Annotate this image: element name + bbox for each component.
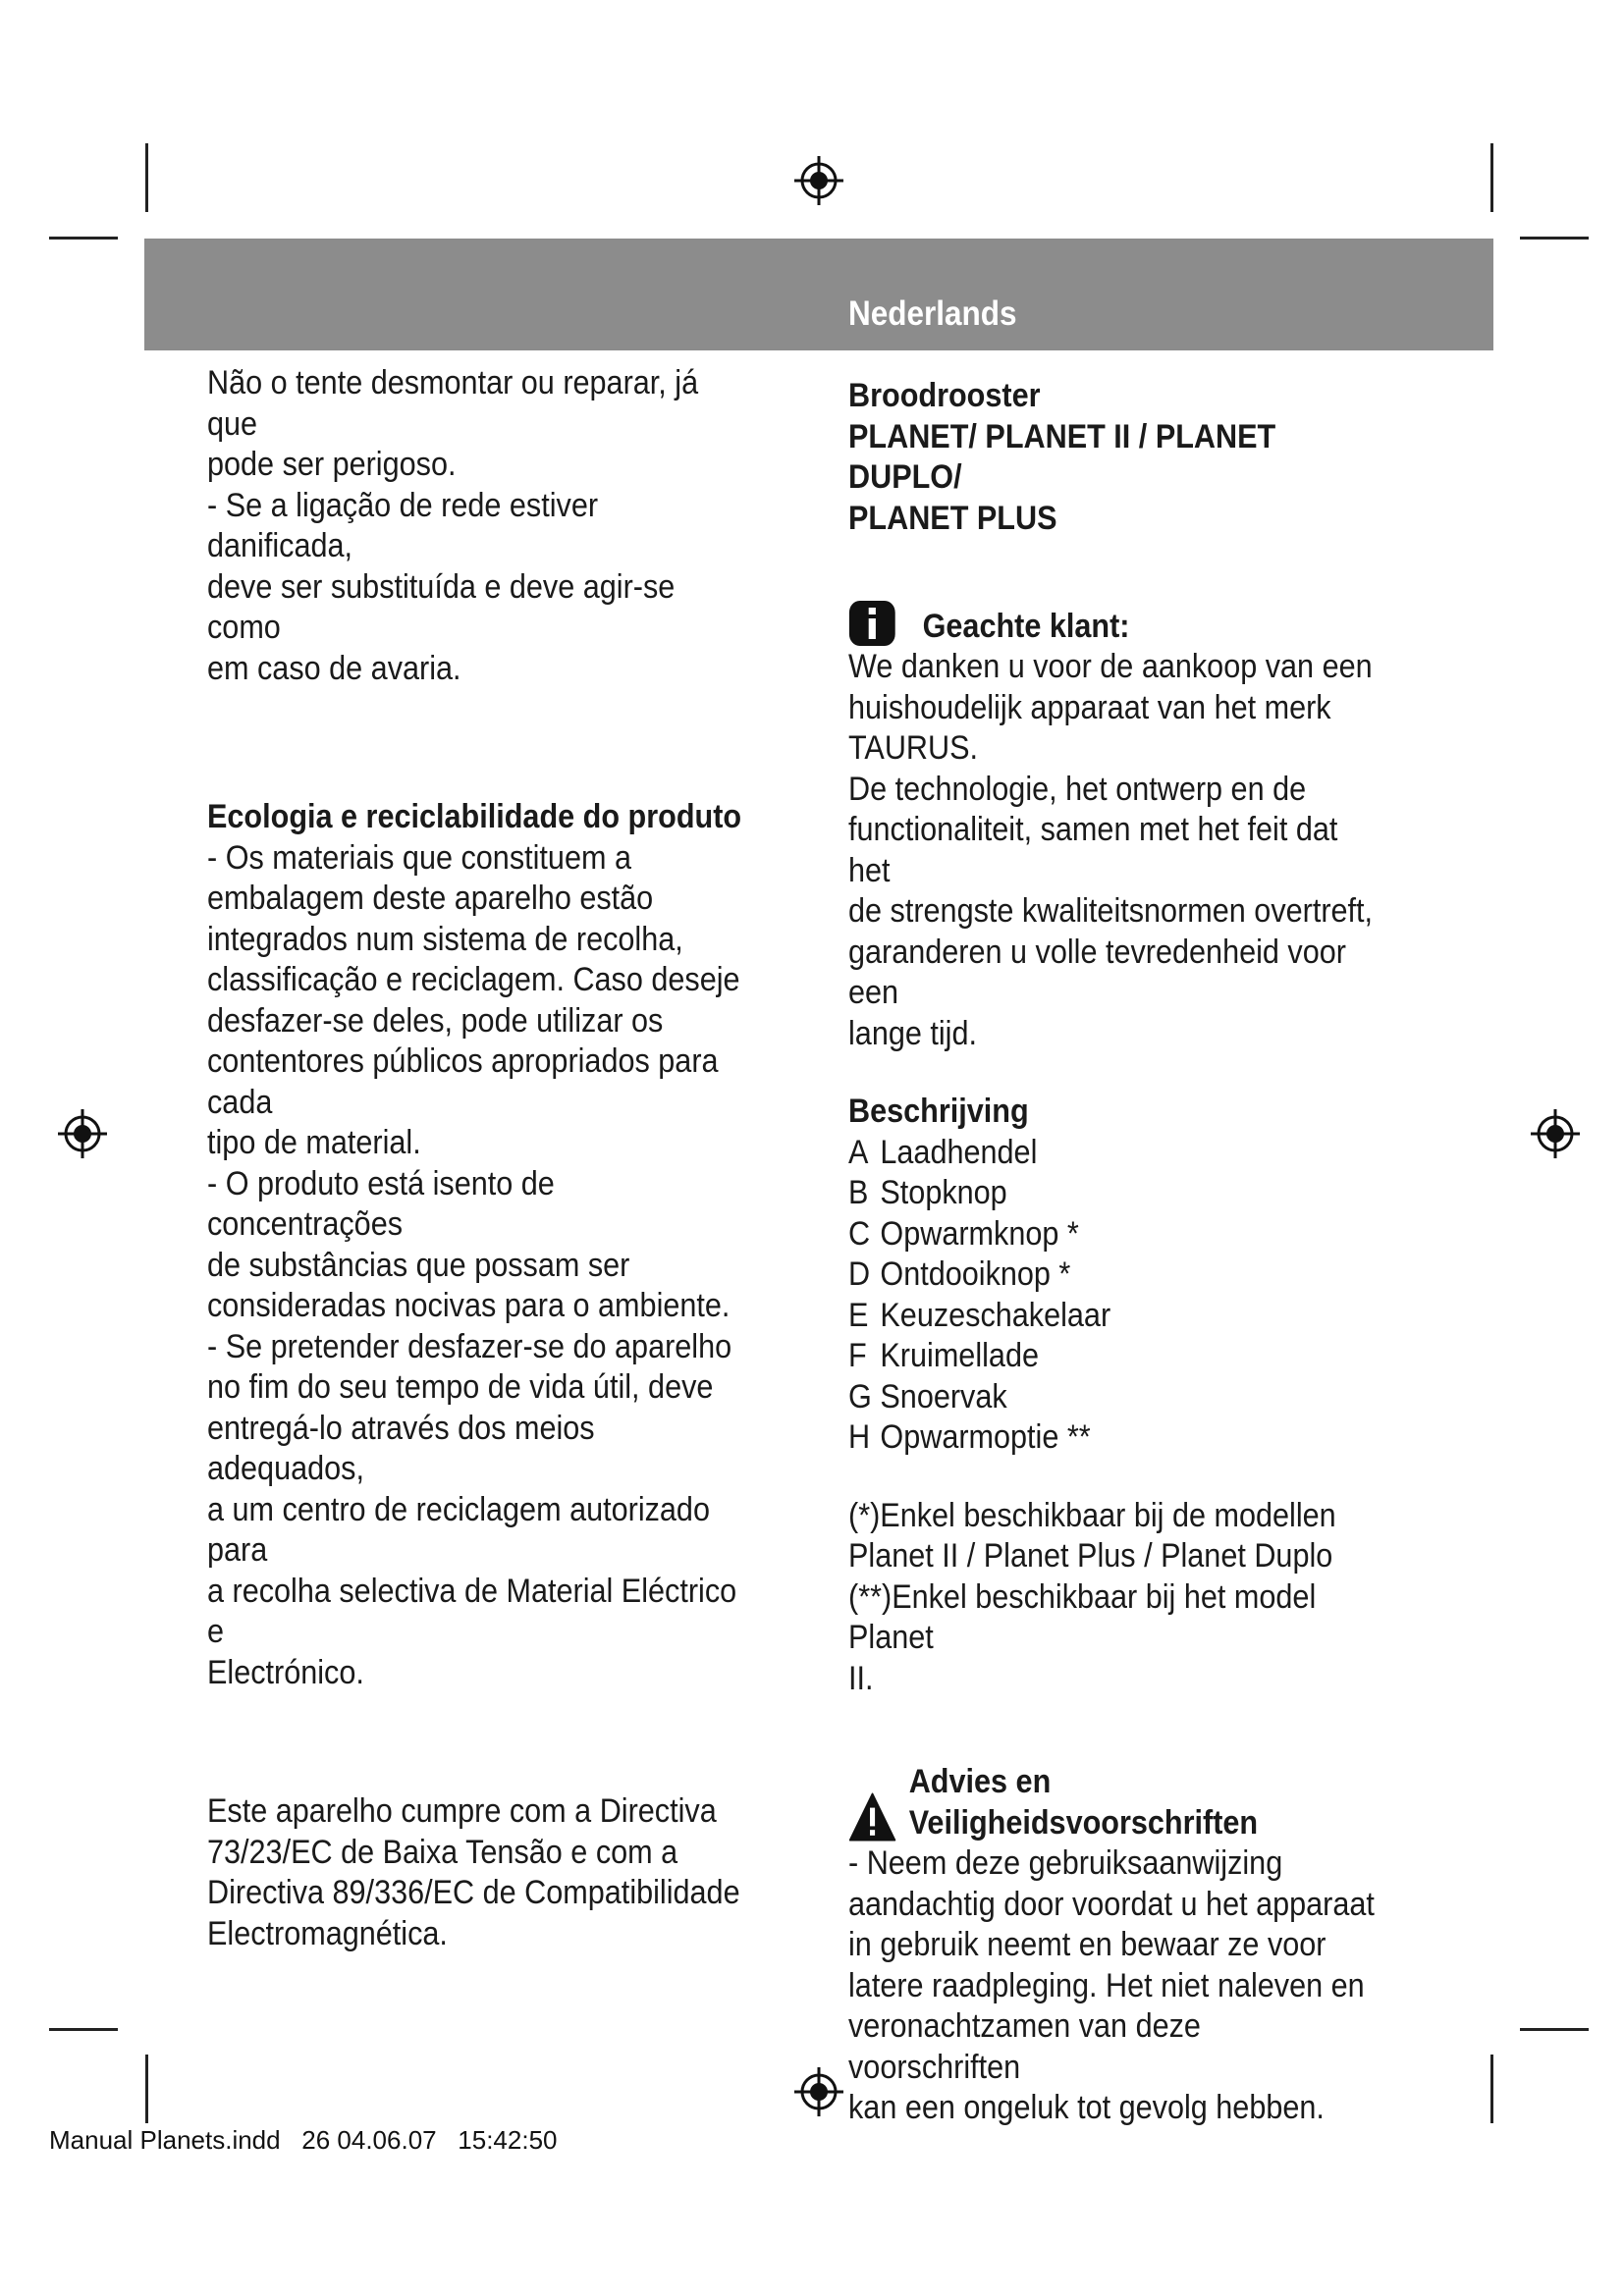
product-title: Broodrooster PLANET/ PLANET II / PLANET DUPLO/ PLANET PLUS xyxy=(848,377,1276,537)
list-letter: D xyxy=(848,1255,871,1293)
list-label: Laadhendel xyxy=(880,1133,1038,1171)
crop-mark xyxy=(49,237,118,240)
crop-mark xyxy=(1520,2028,1589,2031)
crop-mark xyxy=(49,2028,118,2031)
list-letter: B xyxy=(848,1174,869,1211)
left-column xyxy=(207,363,806,1954)
list-item xyxy=(848,1255,1379,1296)
list-letter: F xyxy=(848,1337,867,1374)
crop-mark xyxy=(1490,143,1493,212)
header-band xyxy=(144,239,1493,350)
greeting-heading-row xyxy=(848,600,1379,647)
list-item xyxy=(848,1296,1379,1337)
ecology-heading: Ecologia e reciclabilidade do produto xyxy=(207,798,742,835)
list-label: Opwarmoptie ** xyxy=(880,1418,1091,1456)
ecology-text: - Os materiais que constituem a embalagem deste aparelho estão integrados num sistema de recolha, classificação e reciclagem. Caso deseje desfazer-se deles, pode utilizar os contentores públicos apropriados para cada tipo de material. - O produto está isento de concentrações de substâncias que possam ser consideradas nocivas para o ambiente. - Se pretender desfazer-se do aparelho no fim do seu tempo de vida útil, deve entregá-lo através dos meios adequados, a um centro de reciclagem autorizado para a recolha selectiva de Material Eléctrico e Electrónico. xyxy=(207,838,740,1691)
list-label: Snoervak xyxy=(880,1377,1007,1415)
crop-mark xyxy=(145,143,148,212)
safety-heading-row xyxy=(848,1762,1379,1843)
list-letter: E xyxy=(848,1296,869,1334)
registration-mark-icon xyxy=(792,154,845,207)
print-slug: Manual Planets.indd 26 04.06.07 15:42:50 xyxy=(49,2125,558,2155)
list-label: Kruimellade xyxy=(880,1337,1039,1374)
safety-heading: Advies en Veiligheidsvoorschriften xyxy=(908,1763,1259,1842)
list-label: Stopknop xyxy=(880,1174,1007,1211)
safety-text: - Neem deze gebruiksaanwijzing aandachtig door voordat u het apparaat in gebruik neemt en bewaar ze voor latere raadpleging. Het niet naleven en veronachtzamen van deze voorschriften kan een ongeluk tot gevolg hebben. xyxy=(848,1844,1375,2126)
list-item xyxy=(848,1377,1379,1418)
intro-text: Não o tente desmontar ou reparar, já que pode ser perigoso. - Se a ligação de rede estiver danificada, deve ser substituída e deve agir-se como em caso de avaria. xyxy=(207,364,699,687)
list-letter: G xyxy=(848,1377,872,1415)
parts-list xyxy=(848,1133,1379,1459)
directive-text: Este aparelho cumpre com a Directiva 73/23/EC de Baixa Tensão e com a Directiva 89/336/EC de Compatibilidade Electromagnética. xyxy=(207,1792,740,1952)
language-heading: Nederlands xyxy=(848,294,1017,333)
registration-mark-icon xyxy=(1529,1107,1582,1160)
crop-mark xyxy=(1490,2055,1493,2123)
list-item xyxy=(848,1417,1379,1459)
list-label: Opwarmknop * xyxy=(880,1214,1079,1253)
list-letter: C xyxy=(848,1214,871,1253)
registration-mark-icon xyxy=(56,1107,109,1160)
list-label: Ontdooiknop * xyxy=(880,1255,1071,1293)
list-letter: H xyxy=(848,1418,871,1456)
list-item xyxy=(848,1336,1379,1377)
list-label: Keuzeschakelaar xyxy=(880,1296,1111,1334)
registration-mark-icon xyxy=(792,2065,845,2118)
list-letter: A xyxy=(848,1133,869,1171)
greeting-text: We danken u voor de aankoop van een huishoudelijk apparaat van het merk TAURUS. De technologie, het ontwerp en de functionaliteit, samen met het feit dat het de strengste kwaliteitsnormen overtreft, garanderen u volle tevredenheid voor een lange tijd. xyxy=(848,648,1374,1052)
crop-mark xyxy=(145,2055,148,2123)
info-icon xyxy=(848,600,896,647)
list-item xyxy=(848,1214,1379,1255)
greeting-heading: Geachte klant: xyxy=(922,607,1130,645)
description-heading: Beschrijving xyxy=(848,1093,1029,1130)
right-column xyxy=(848,376,1437,2129)
list-item xyxy=(848,1133,1379,1174)
crop-mark xyxy=(1520,237,1589,240)
warning-icon xyxy=(848,1790,896,1843)
list-item xyxy=(848,1173,1379,1214)
footnotes-text: (*)Enkel beschikbaar bij de modellen Planet II / Planet Plus / Planet Duplo (**)Enkel beschikbaar bij het model Planet II. xyxy=(848,1496,1336,1697)
